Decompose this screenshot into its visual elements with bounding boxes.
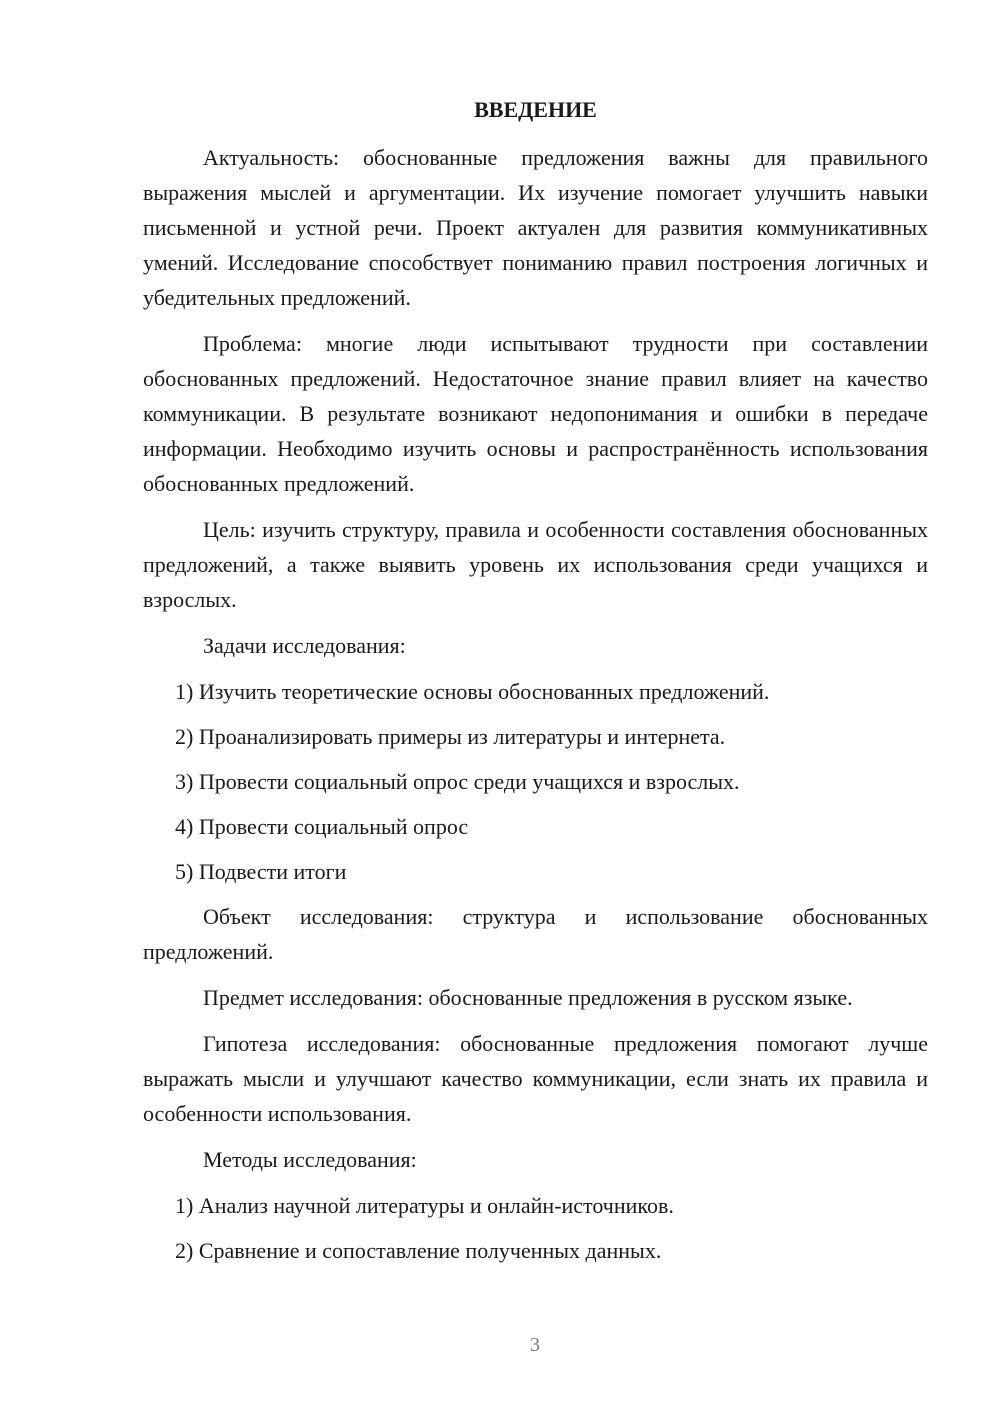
page-number: 3 — [530, 1334, 540, 1356]
goal-paragraph: Цель: изучить структуру, правила и особенности составления обоснованных предложений, а также выявить уровень их использования среди учащихся и взрослых. — [143, 517, 928, 612]
tasks-list — [143, 674, 928, 889]
hypothesis-paragraph: Гипотеза исследования: обоснованные предложения помогают лучше выражать мысли и улучшают качество коммуникации, если знать их правила и особенности использования. — [143, 1031, 928, 1126]
methods-heading: Методы исследования: — [203, 1147, 417, 1172]
subject-paragraph: Предмет исследования: обоснованные предложения в русском языке. — [203, 985, 853, 1010]
relevance-paragraph: Актуальность: обоснованные предложения важны для правильного выражения мыслей и аргументации. Их изучение помогает улучшить навыки письменной и устной речи. Проект актуален для развития коммуникативных умений. Исследование способствует пониманию правил построения логичных и убедительных предложений. — [143, 145, 928, 310]
tasks-heading: Задачи исследования: — [203, 633, 406, 658]
list-item: 2) Сравнение и сопоставление полученных данных. — [175, 1238, 662, 1263]
document-page — [143, 92, 928, 1278]
list-item: 3) Провести социальный опрос среди учащихся и взрослых. — [175, 769, 740, 794]
methods-list — [143, 1188, 928, 1268]
list-item: 1) Изучить теоретические основы обоснованных предложений. — [175, 679, 770, 704]
list-item: 2) Проанализировать примеры из литературы и интернета. — [175, 724, 726, 749]
page-title: ВВЕДЕНИЕ — [474, 97, 597, 122]
object-paragraph: Объект исследования: структура и использование обоснованных предложений. — [143, 904, 928, 964]
list-item: 4) Провести социальный опрос — [175, 814, 469, 839]
problem-paragraph: Проблема: многие люди испытывают трудности при составлении обоснованных предложений. Недостаточное знание правил влияет на качество коммуникации. В результате возникают недопонимания и ошибки в передаче информации. Необходимо изучить основы и распространённость использования обоснованных предложений. — [143, 331, 928, 496]
list-item: 1) Анализ научной литературы и онлайн-источников. — [175, 1193, 674, 1218]
list-item: 5) Подвести итоги — [175, 859, 347, 884]
